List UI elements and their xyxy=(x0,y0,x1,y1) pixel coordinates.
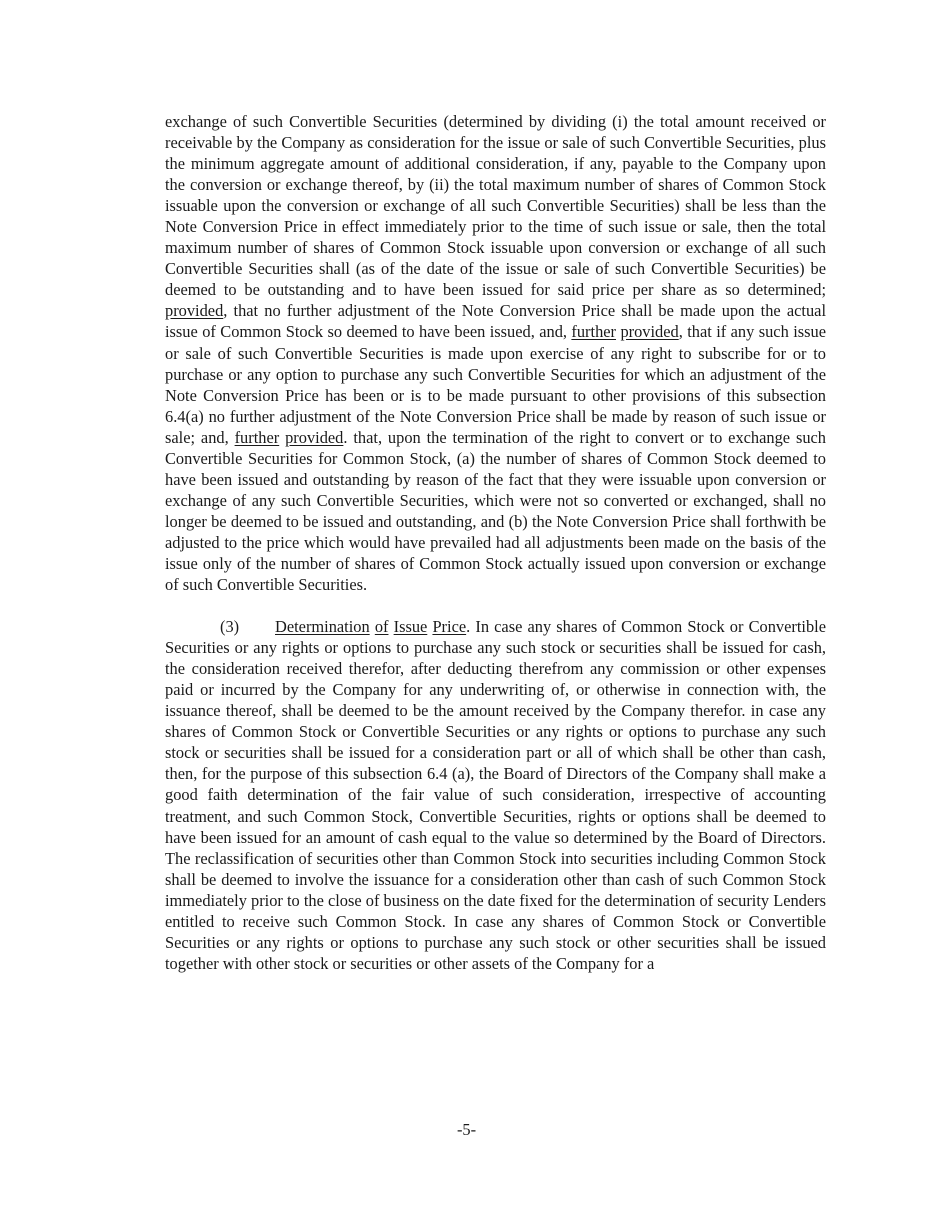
underlined-term: further xyxy=(234,427,280,447)
paragraph-text: , that no further adjustment of the Note Conversion Price shall be made upon the actual issue of Common Stock so deemed to have been issued, and, xyxy=(165,301,826,342)
section-heading-word: Issue xyxy=(393,617,428,637)
section-heading-word: Determination xyxy=(275,617,370,637)
paragraph-text: . that, upon the termination of the right to convert or to exchange such Convertible Securities for Common Stock, (a) the number of shares of Common Stock deemed to have been issued and outstanding by reason of the fact that they were issuable upon conversion or exchange of any such Convertible Securities, which were not so converted or exchanged, shall no longer be deemed to be issued and outstanding, and (b) the Note Conversion Price shall forthwith be adjusted to the price which would have prevailed had all adjustments been made on the basis of the issue only of the number of shares of Common Stock actually issued upon conversion or exchange of such Convertible Securities. xyxy=(165,427,826,595)
paragraph-text: exchange of such Convertible Securities (determined by dividing (i) the total amount received or receivable by the Company as consideration for the issue or sale of such Convertible Securities, plus the minimum aggregate amount of additional consideration, if any, payable to the Company upon the conversion or exchange thereof, by (ii) the total maximum number of shares of Common Stock issuable upon the conversion or exchange of all such Convertible Securities) shall be less than the Note Conversion Price in effect immediately prior to the time of such issue or sale, then the total maximum number of shares of Common Stock issuable upon conversion or exchange of all such Convertible Securities shall (as of the date of the issue or sale of such Convertible Securities) be deemed to be outstanding and to have been issued for said price per share as so determined; xyxy=(165,112,826,300)
section-number: (3) xyxy=(220,617,240,637)
page-number: -5- xyxy=(456,1120,477,1139)
document-body xyxy=(165,111,826,974)
underlined-term: provided xyxy=(620,322,679,342)
section-heading-word: Price xyxy=(432,617,467,637)
underlined-term: further xyxy=(571,322,617,342)
paragraph-convertible-securities xyxy=(165,111,826,595)
paragraph-text: , that if any such issue or sale of such Convertible Securities is made upon exercise of any right to subscribe for or to purchase or any option to purchase any such Convertible Securities for which an adjustment of the Note Conversion Price has been or is to be made pursuant to other provisions of this subsection 6.4(a) no further adjustment of the Note Conversion Price shall be made by reason of such issue or sale; and, xyxy=(165,322,826,447)
paragraph-text: . In case any shares of Common Stock or Convertible Securities or any rights or options to purchase any such stock or securities shall be issued for cash, the consideration received therefor, after deducting therefrom any commission or other expenses paid or incurred by the Company for any underwriting of, or otherwise in connection with, the issuance thereof, shall be deemed to be the amount received by the Company therefor. in case any shares of Common Stock or Convertible Securities or any rights or options to purchase any such stock or securities shall be issued for a consideration part or all of which shall be other than cash, then, for the purpose of this subsection 6.4 (a), the Board of Directors of the Company shall make a good faith determination of the fair value of such consideration, irrespective of accounting treatment, and such Common Stock, Convertible Securities, rights or options shall be deemed to have been issued for an amount of cash equal to the value so determined by the Board of Directors. The reclassification of securities other than Common Stock into securities including Common Stock shall be deemed to involve the issuance for a consideration other than cash of such Common Stock immediately prior to the close of business on the date fixed for the determination of security Lenders entitled to receive such Common Stock. In case any shares of Common Stock or Convertible Securities or any rights or options to purchase any such stock or other securities shall be issued together with other stock or securities or other assets of the Company for a xyxy=(165,617,826,973)
paragraph-determination-of-issue-price xyxy=(165,616,826,974)
section-heading-word: of xyxy=(374,617,389,637)
underlined-term: provided xyxy=(165,301,224,321)
underlined-term: provided xyxy=(285,427,344,447)
